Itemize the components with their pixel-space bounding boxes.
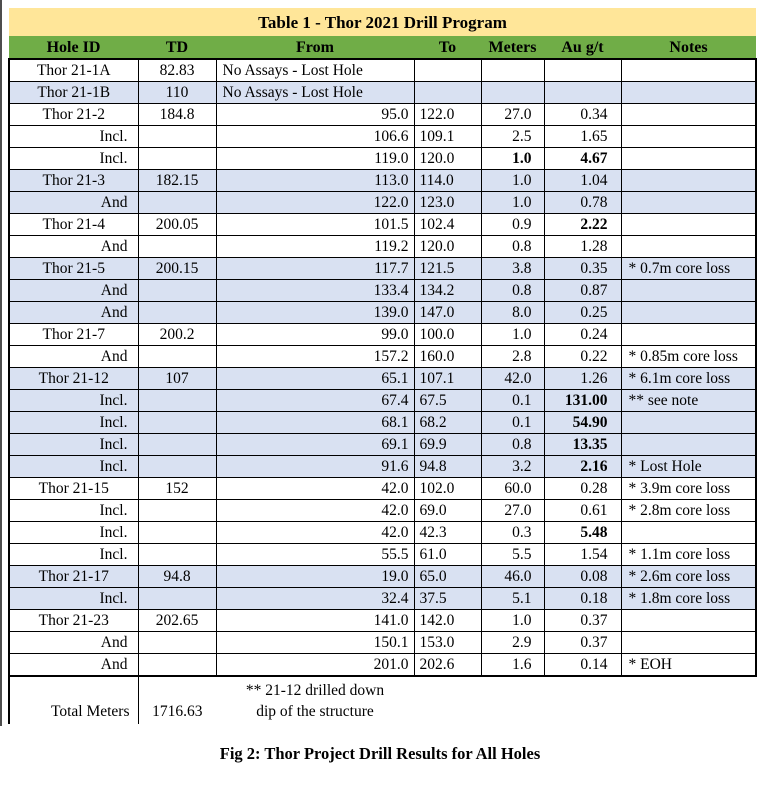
cell-notes <box>621 302 756 324</box>
table-row <box>9 324 756 346</box>
column-header-to: To <box>414 36 481 59</box>
cell-from: 91.6 <box>216 456 414 478</box>
cell-hole: Incl. <box>9 544 138 566</box>
cell-td <box>138 500 216 522</box>
cell-notes <box>621 522 756 544</box>
table-row <box>9 346 756 368</box>
cell-from: 68.1 <box>216 412 414 434</box>
table-row <box>9 214 756 236</box>
cell-meters: 5.5 <box>481 544 544 566</box>
cell-au: 13.35 <box>544 434 621 456</box>
cell-hole: And <box>9 654 138 677</box>
cell-from: 19.0 <box>216 566 414 588</box>
cell-hole: And <box>9 632 138 654</box>
table-row <box>9 434 756 456</box>
cell-notes <box>621 59 756 82</box>
table-row <box>9 412 756 434</box>
drill-results-table <box>8 8 757 724</box>
footnote-line-1: ** 21-12 drilled down <box>245 682 385 699</box>
cell-hole: Thor 21-2 <box>9 104 138 126</box>
cell-meters: 5.1 <box>481 588 544 610</box>
cell-meters: 1.0 <box>481 324 544 346</box>
cell-hole: And <box>9 302 138 324</box>
cell-au: 0.22 <box>544 346 621 368</box>
cell-from: 99.0 <box>216 324 414 346</box>
cell-meters: 0.9 <box>481 214 544 236</box>
column-header-au: Au g/t <box>544 36 621 59</box>
table-row <box>9 566 756 588</box>
cell-au: 0.25 <box>544 302 621 324</box>
cell-hole: Thor 21-3 <box>9 170 138 192</box>
cell-notes: ** see note <box>621 390 756 412</box>
cell-from: 106.6 <box>216 126 414 148</box>
cell-to: 142.0 <box>414 610 481 632</box>
cell-hole: Thor 21-4 <box>9 214 138 236</box>
cell-td: 182.15 <box>138 170 216 192</box>
table-row <box>9 522 756 544</box>
cell-au: 0.37 <box>544 610 621 632</box>
cell-to: 94.8 <box>414 456 481 478</box>
table-row <box>9 170 756 192</box>
table-body <box>9 59 756 676</box>
cell-td <box>138 126 216 148</box>
table-footer <box>9 676 756 724</box>
cell-notes: * 1.1m core loss <box>621 544 756 566</box>
cell-meters: 3.2 <box>481 456 544 478</box>
table-row <box>9 610 756 632</box>
column-header-td: TD <box>138 36 216 59</box>
cell-from: 67.4 <box>216 390 414 412</box>
table-row <box>9 59 756 82</box>
cell-meters: 1.6 <box>481 654 544 677</box>
cell-td <box>138 148 216 170</box>
cell-to: 153.0 <box>414 632 481 654</box>
cell-to: 65.0 <box>414 566 481 588</box>
cell-hole: Thor 21-23 <box>9 610 138 632</box>
cell-from: 139.0 <box>216 302 414 324</box>
cell-hole: Thor 21-1B <box>9 82 138 104</box>
cell-from: 141.0 <box>216 610 414 632</box>
table-row <box>9 632 756 654</box>
cell-to: 160.0 <box>414 346 481 368</box>
cell-hole: Incl. <box>9 126 138 148</box>
cell-to: 107.1 <box>414 368 481 390</box>
cell-au: 0.87 <box>544 280 621 302</box>
cell-td: 152 <box>138 478 216 500</box>
cell-notes <box>621 434 756 456</box>
cell-hole: Incl. <box>9 588 138 610</box>
cell-td <box>138 632 216 654</box>
cell-td <box>138 654 216 677</box>
cell-notes: * 0.85m core loss <box>621 346 756 368</box>
cell-hole: Incl. <box>9 390 138 412</box>
cell-td <box>138 588 216 610</box>
column-header-notes: Notes <box>621 36 756 59</box>
cell-hole: Incl. <box>9 412 138 434</box>
cell-hole: Thor 21-7 <box>9 324 138 346</box>
cell-from: 55.5 <box>216 544 414 566</box>
cell-from: 95.0 <box>216 104 414 126</box>
cell-meters: 1.0 <box>481 610 544 632</box>
cell-from: 117.7 <box>216 258 414 280</box>
cell-au: 0.28 <box>544 478 621 500</box>
cell-from: 119.2 <box>216 236 414 258</box>
column-header-row <box>9 36 756 59</box>
table-row <box>9 368 756 390</box>
cell-au: 2.16 <box>544 456 621 478</box>
cell-notes: * 0.7m core loss <box>621 258 756 280</box>
cell-to <box>414 59 481 82</box>
cell-from: 42.0 <box>216 478 414 500</box>
cell-td: 82.83 <box>138 59 216 82</box>
table-row <box>9 82 756 104</box>
cell-hole: Thor 21-12 <box>9 368 138 390</box>
cell-td: 107 <box>138 368 216 390</box>
cell-td <box>138 346 216 368</box>
footnote-cell <box>216 676 756 724</box>
figure-caption: Fig 2: Thor Project Drill Results for All Holes <box>219 744 541 763</box>
cell-to: 69.0 <box>414 500 481 522</box>
column-header-meters: Meters <box>481 36 544 59</box>
cell-notes: * EOH <box>621 654 756 677</box>
cell-meters: 2.5 <box>481 126 544 148</box>
cell-from: 113.0 <box>216 170 414 192</box>
cell-notes <box>621 412 756 434</box>
cell-from: 133.4 <box>216 280 414 302</box>
cell-notes <box>621 104 756 126</box>
cell-meters: 0.8 <box>481 280 544 302</box>
cell-to: 134.2 <box>414 280 481 302</box>
cell-hole: Thor 21-1A <box>9 59 138 82</box>
table-row <box>9 302 756 324</box>
cell-meters: 27.0 <box>481 104 544 126</box>
footnote-line-2: dip of the structure <box>256 703 374 720</box>
cell-hole: Thor 21-17 <box>9 566 138 588</box>
cell-notes <box>621 632 756 654</box>
table-row <box>9 192 756 214</box>
cell-from: 119.0 <box>216 148 414 170</box>
cell-td <box>138 434 216 456</box>
cell-notes <box>621 148 756 170</box>
cell-hole: And <box>9 192 138 214</box>
cell-hole: Thor 21-15 <box>9 478 138 500</box>
cell-from: 122.0 <box>216 192 414 214</box>
cell-meters: 1.0 <box>481 192 544 214</box>
table-row <box>9 148 756 170</box>
cell-au: 0.18 <box>544 588 621 610</box>
table-row <box>9 588 756 610</box>
cell-au: 0.37 <box>544 632 621 654</box>
cell-notes <box>621 236 756 258</box>
cell-hole: Incl. <box>9 500 138 522</box>
cell-td <box>138 390 216 412</box>
cell-from: 69.1 <box>216 434 414 456</box>
table-row <box>9 544 756 566</box>
cell-from: 65.1 <box>216 368 414 390</box>
total-meters-value: 1716.63 <box>152 703 203 720</box>
cell-au: 0.78 <box>544 192 621 214</box>
table-row <box>9 258 756 280</box>
cell-td: 200.05 <box>138 214 216 236</box>
footnote <box>216 680 414 722</box>
cell-to: 109.1 <box>414 126 481 148</box>
cell-au: 1.04 <box>544 170 621 192</box>
cell-to: 102.4 <box>414 214 481 236</box>
cell-to: 114.0 <box>414 170 481 192</box>
cell-hole: Thor 21-5 <box>9 258 138 280</box>
table-row <box>9 500 756 522</box>
cell-to: 102.0 <box>414 478 481 500</box>
cell-meters: 0.1 <box>481 390 544 412</box>
cell-au <box>544 59 621 82</box>
cell-td <box>138 456 216 478</box>
cell-from: 150.1 <box>216 632 414 654</box>
cell-to: 69.9 <box>414 434 481 456</box>
cell-au: 1.28 <box>544 236 621 258</box>
cell-from: 201.0 <box>216 654 414 677</box>
cell-to: 202.6 <box>414 654 481 677</box>
cell-hole: Incl. <box>9 522 138 544</box>
cell-au: 1.65 <box>544 126 621 148</box>
cell-meters: 0.8 <box>481 236 544 258</box>
cell-au: 0.08 <box>544 566 621 588</box>
cell-au: 0.14 <box>544 654 621 677</box>
cell-from: 157.2 <box>216 346 414 368</box>
cell-to: 121.5 <box>414 258 481 280</box>
page-edge-line <box>0 0 2 726</box>
cell-to: 37.5 <box>414 588 481 610</box>
cell-meters: 42.0 <box>481 368 544 390</box>
cell-meters: 2.8 <box>481 346 544 368</box>
cell-to: 42.3 <box>414 522 481 544</box>
cell-au: 54.90 <box>544 412 621 434</box>
table-head <box>9 8 756 59</box>
cell-td <box>138 302 216 324</box>
cell-from: No Assays - Lost Hole <box>216 59 414 82</box>
cell-au: 0.34 <box>544 104 621 126</box>
cell-au: 4.67 <box>544 148 621 170</box>
table-row <box>9 478 756 500</box>
cell-hole: And <box>9 346 138 368</box>
table-row <box>9 236 756 258</box>
column-header-hole-id: Hole ID <box>9 36 138 59</box>
table-row <box>9 104 756 126</box>
cell-meters <box>481 59 544 82</box>
cell-td <box>138 192 216 214</box>
table-row <box>9 456 756 478</box>
cell-from: 101.5 <box>216 214 414 236</box>
cell-meters: 1.0 <box>481 170 544 192</box>
cell-au: 1.26 <box>544 368 621 390</box>
cell-td: 110 <box>138 82 216 104</box>
cell-from: No Assays - Lost Hole <box>216 82 414 104</box>
table-row <box>9 280 756 302</box>
cell-notes <box>621 126 756 148</box>
cell-au: 0.61 <box>544 500 621 522</box>
cell-from: 42.0 <box>216 522 414 544</box>
table-title-row <box>9 8 756 36</box>
cell-hole: Incl. <box>9 148 138 170</box>
cell-to: 120.0 <box>414 148 481 170</box>
total-row <box>9 676 756 724</box>
cell-td <box>138 280 216 302</box>
cell-to: 122.0 <box>414 104 481 126</box>
table-title: Table 1 - Thor 2021 Drill Program <box>9 8 756 36</box>
cell-to: 120.0 <box>414 236 481 258</box>
cell-to: 68.2 <box>414 412 481 434</box>
cell-from: 32.4 <box>216 588 414 610</box>
cell-notes <box>621 170 756 192</box>
cell-notes <box>621 324 756 346</box>
cell-au <box>544 82 621 104</box>
cell-to: 147.0 <box>414 302 481 324</box>
cell-notes <box>621 610 756 632</box>
cell-meters: 3.8 <box>481 258 544 280</box>
cell-au: 2.22 <box>544 214 621 236</box>
cell-notes: * 6.1m core loss <box>621 368 756 390</box>
cell-td: 94.8 <box>138 566 216 588</box>
column-header-from: From <box>216 36 414 59</box>
cell-td: 200.2 <box>138 324 216 346</box>
cell-meters: 46.0 <box>481 566 544 588</box>
total-label: Total Meters <box>9 676 138 724</box>
cell-td <box>138 236 216 258</box>
cell-td: 200.15 <box>138 258 216 280</box>
cell-notes: * 2.8m core loss <box>621 500 756 522</box>
cell-notes: * 1.8m core loss <box>621 588 756 610</box>
cell-notes <box>621 192 756 214</box>
cell-notes <box>621 82 756 104</box>
cell-meters: 27.0 <box>481 500 544 522</box>
cell-au: 0.24 <box>544 324 621 346</box>
cell-to: 123.0 <box>414 192 481 214</box>
cell-au: 0.35 <box>544 258 621 280</box>
cell-meters: 2.9 <box>481 632 544 654</box>
cell-meters: 0.8 <box>481 434 544 456</box>
cell-notes: * Lost Hole <box>621 456 756 478</box>
cell-to <box>414 82 481 104</box>
cell-hole: And <box>9 236 138 258</box>
cell-hole: Incl. <box>9 434 138 456</box>
cell-meters: 8.0 <box>481 302 544 324</box>
cell-td <box>138 522 216 544</box>
table-row <box>9 126 756 148</box>
cell-meters: 0.3 <box>481 522 544 544</box>
cell-au: 5.48 <box>544 522 621 544</box>
cell-notes <box>621 280 756 302</box>
cell-from: 42.0 <box>216 500 414 522</box>
cell-au: 1.54 <box>544 544 621 566</box>
cell-meters <box>481 82 544 104</box>
cell-notes <box>621 214 756 236</box>
cell-meters: 0.1 <box>481 412 544 434</box>
cell-to: 67.5 <box>414 390 481 412</box>
cell-to: 100.0 <box>414 324 481 346</box>
cell-notes: * 2.6m core loss <box>621 566 756 588</box>
cell-td <box>138 544 216 566</box>
table-row <box>9 654 756 677</box>
cell-notes: * 3.9m core loss <box>621 478 756 500</box>
cell-to: 61.0 <box>414 544 481 566</box>
cell-meters: 1.0 <box>481 148 544 170</box>
cell-td: 184.8 <box>138 104 216 126</box>
cell-meters: 60.0 <box>481 478 544 500</box>
cell-td: 202.65 <box>138 610 216 632</box>
cell-au: 131.00 <box>544 390 621 412</box>
table-row <box>9 390 756 412</box>
cell-hole: And <box>9 280 138 302</box>
cell-hole: Incl. <box>9 456 138 478</box>
cell-td <box>138 412 216 434</box>
